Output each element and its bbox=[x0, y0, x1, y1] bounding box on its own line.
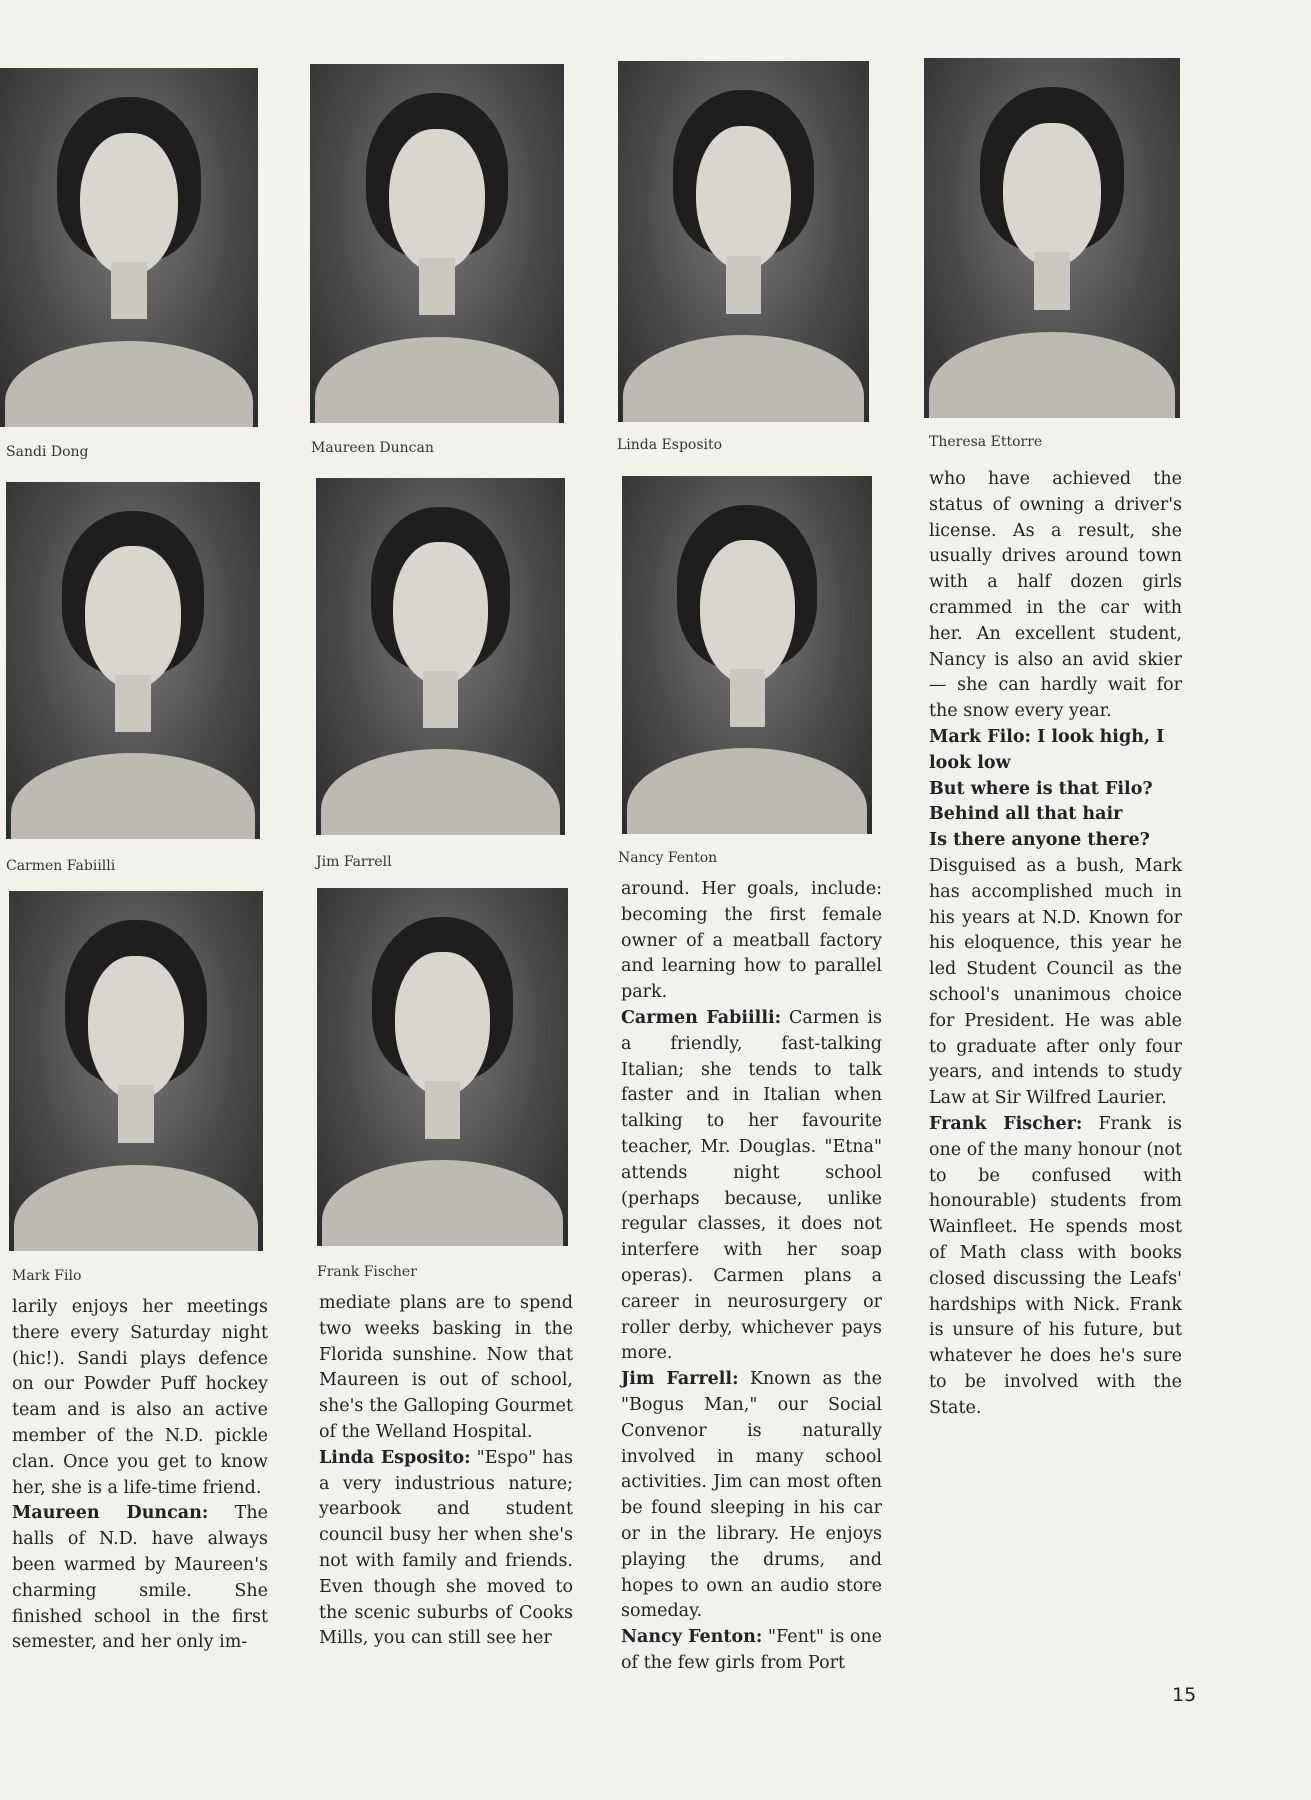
mark-poem-line-1: Mark Filo: I look high, I look low bbox=[929, 726, 1165, 773]
photo-carmen-fabiilli bbox=[6, 482, 260, 839]
text-column-1 bbox=[12, 1295, 268, 1656]
nancy-text-cont: who have achieved the status of owning a driver's license. As a result, she usually drives around town with a half dozen girls crammed in the car with her. An excellent student, Nancy is also an avid skier — she can hardly wait for the snow every year. bbox=[929, 469, 1182, 722]
linda-text-cont: around. Her goals, include: becoming the first female owner of a meatball factory and learning how to parallel park. bbox=[621, 879, 882, 1003]
text-column-4 bbox=[929, 467, 1182, 1421]
caption-mark-filo: Mark Filo bbox=[12, 1268, 82, 1284]
photo-frank-fischer bbox=[317, 888, 568, 1246]
caption-sandi-dong: Sandi Dong bbox=[6, 444, 89, 460]
photo-sandi-dong bbox=[0, 68, 258, 427]
carmen-text: Carmen is a friendly, fast-talking Italian; she tends to talk faster and in Italian when talking to her favourite teacher, Mr. Douglas. "Etna" attends night school (perhaps because, unlike regular classes, it does not interfere with her soap operas). Carmen plans a career in neurosurgery or roller derby, whichever pays more. bbox=[621, 1007, 882, 1364]
nancy-name: Nancy Fenton: bbox=[621, 1627, 763, 1648]
mark-poem-line-3: Behind all that hair bbox=[929, 804, 1123, 825]
page-number: 15 bbox=[1172, 1684, 1197, 1706]
photo-theresa-ettorre bbox=[924, 58, 1180, 418]
mark-text: Disguised as a bush, Mark has accomplished much in his years at N.D. Known for his eloquence, this year he led Student Council as the school's unanimous choice for President. He was able to graduate after only four years, and intends to study Law at Sir Wilfred Laurier. bbox=[929, 855, 1182, 1109]
jim-text: Known as the "Bogus Man," our Social Convenor is naturally involved in many school activities. Jim can most often be found sleeping in his car or in the library. He enjoys playing the drums, and hopes to own an audio store someday. bbox=[621, 1369, 882, 1622]
mark-poem-line-2: But where is that Filo? bbox=[929, 778, 1153, 799]
mark-poem-line-4: Is there anyone there? bbox=[929, 830, 1150, 851]
caption-frank-fischer: Frank Fischer bbox=[317, 1264, 417, 1280]
photo-linda-esposito bbox=[618, 61, 869, 422]
caption-linda-esposito: Linda Esposito bbox=[617, 437, 723, 453]
caption-nancy-fenton: Nancy Fenton bbox=[618, 850, 718, 866]
frank-name: Frank Fischer: bbox=[929, 1113, 1083, 1134]
text-column-3 bbox=[621, 877, 882, 1677]
maureen-text-cont: mediate plans are to spend two weeks basking in the Florida sunshine. Now that Maureen is out of school, she's the Galloping Gourmet of the Welland Hospital. bbox=[319, 1293, 573, 1442]
jim-name: Jim Farrell: bbox=[621, 1369, 739, 1390]
photo-mark-filo bbox=[9, 891, 263, 1251]
photo-nancy-fenton bbox=[622, 476, 872, 834]
linda-text: "Espo" has a very industrious nature; yearbook and student council busy her when she's not with family and friends. Even though she moved to the scenic suburbs of Cooks Mills, you can still see her bbox=[319, 1447, 573, 1649]
maureen-text: The halls of N.D. have always been warmed by Maureen's charming smile. She finished school in the first semester, and her only im- bbox=[12, 1503, 268, 1653]
photo-maureen-duncan bbox=[310, 64, 564, 423]
photo-jim-farrell bbox=[316, 478, 565, 835]
maureen-name: Maureen Duncan: bbox=[12, 1503, 209, 1524]
sandi-text: larily enjoys her meetings there every Saturday night (hic!). Sandi plays defence on our Powder Puff hockey team and is also an active member of the N.D. pickle clan. Once you get to know her, she is a life-time friend. bbox=[12, 1297, 268, 1498]
text-column-2 bbox=[319, 1291, 573, 1652]
carmen-name: Carmen Fabiilli: bbox=[621, 1007, 782, 1028]
caption-theresa-ettorre: Theresa Ettorre bbox=[929, 434, 1043, 450]
nancy-text: "Fent" is one of the few girls from Port bbox=[621, 1627, 882, 1673]
caption-carmen-fabiilli: Carmen Fabiilli bbox=[6, 858, 116, 874]
caption-maureen-duncan: Maureen Duncan bbox=[311, 440, 434, 456]
caption-jim-farrell: Jim Farrell bbox=[316, 854, 392, 870]
linda-name: Linda Esposito: bbox=[319, 1447, 471, 1468]
frank-text: Frank is one of the many honour (not to be confused with honourable) students from Wainfleet. He spends most of Math class with books closed discussing the Leafs' hardships with Nick. Frank is unsure of his future, but whatever he does he's sure to be involved with the State. bbox=[929, 1113, 1182, 1418]
